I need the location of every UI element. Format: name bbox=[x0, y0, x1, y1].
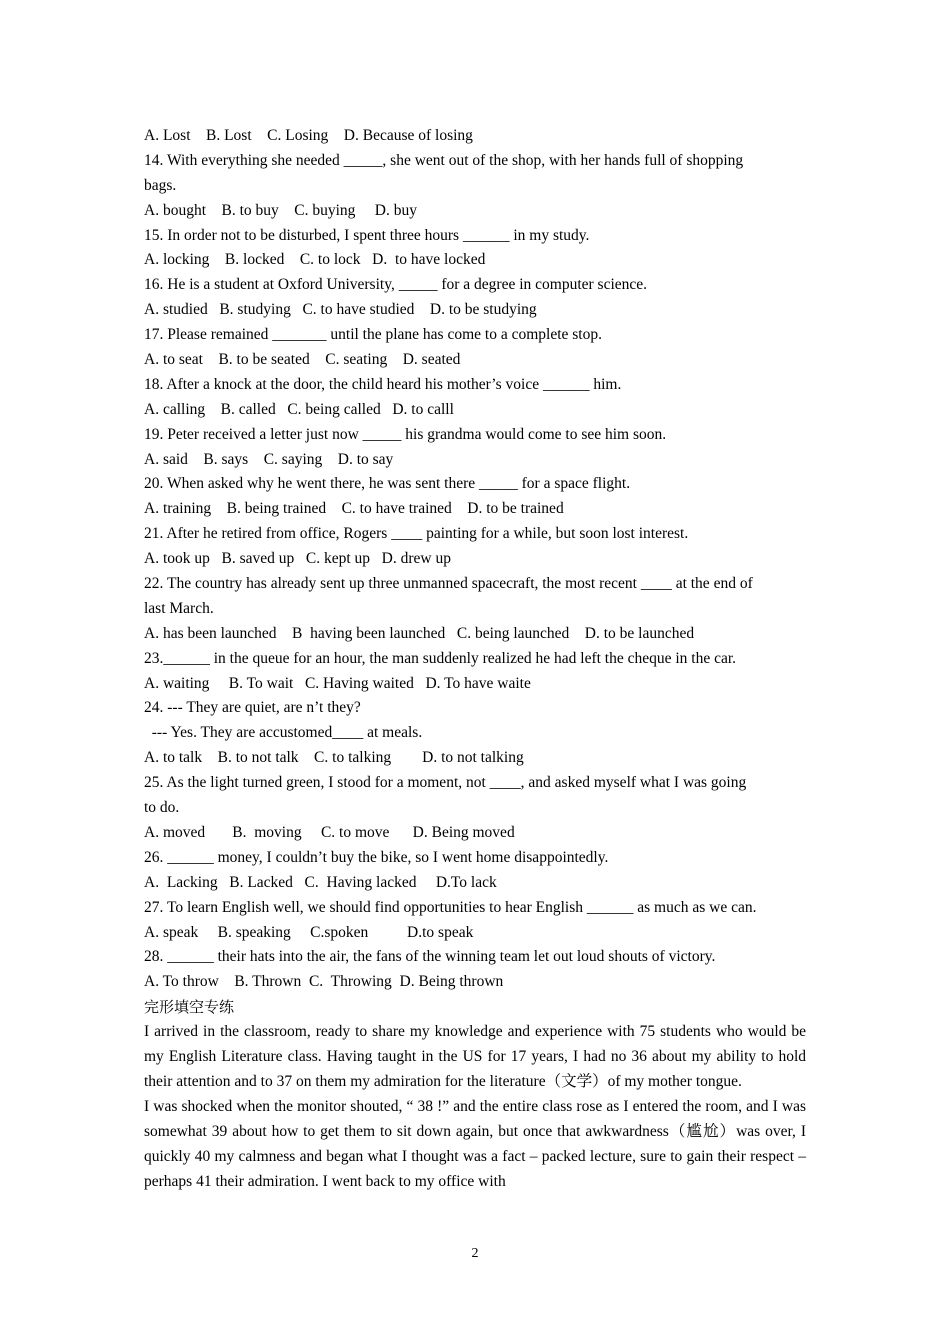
option-line: A. studied B. studying C. to have studied D. to be studying bbox=[144, 301, 537, 319]
text-line: --- Yes. They are accustomed____ at meals. bbox=[144, 724, 423, 742]
option-line: A. to seat B. to be seated C. seating D. seated bbox=[144, 351, 461, 369]
question-line: 26. ______ money, I couldn’t buy the bike, so I went home disappointedly. bbox=[144, 848, 609, 866]
option-line: A. to talk B. to not talk C. to talking D. to not talking bbox=[144, 749, 524, 767]
passage-paragraph: I arrived in the classroom, ready to share my knowledge and experience with 75 students who would be my English Literature class. Having taught in the US for 17 years, I had no 36 about my ability to hold their attention and to 37 on them my admiration for the literature（文学）of my mother tongue. bbox=[144, 1023, 806, 1090]
page-content bbox=[144, 124, 806, 1194]
question-line: 22. The country has already sent up three unmanned spacecraft, the most recent ____ at the end of bbox=[144, 575, 753, 593]
text-line: to do. bbox=[144, 799, 180, 817]
question-line: 24. --- They are quiet, are n’t they? bbox=[144, 699, 361, 717]
option-line: A. training B. being trained C. to have trained D. to be trained bbox=[144, 500, 564, 518]
question-line: 15. In order not to be disturbed, I spent three hours ______ in my study. bbox=[144, 226, 590, 244]
page-number: 2 bbox=[471, 1246, 479, 1261]
option-line: A. took up B. saved up C. kept up D. drew up bbox=[144, 550, 451, 568]
option-line: A. said B. says C. saying D. to say bbox=[144, 450, 394, 468]
option-line: A. calling B. called C. being called D. to calll bbox=[144, 400, 454, 418]
option-line: A. bought B. to buy C. buying D. buy bbox=[144, 201, 417, 219]
option-line: A. speak B. speaking C.spoken D.to speak bbox=[144, 923, 474, 941]
question-line: 16. He is a student at Oxford University, _____ for a degree in computer science. bbox=[144, 276, 648, 294]
question-line: 23.______ in the queue for an hour, the man suddenly realized he had left the cheque in the car. bbox=[144, 649, 737, 667]
option-line: A. Lacking B. Lacked C. Having lacked D.To lack bbox=[144, 873, 497, 891]
question-line: 28. ______ their hats into the air, the fans of the winning team let out loud shouts of victory. bbox=[144, 948, 716, 966]
passage-paragraph: I was shocked when the monitor shouted, “ 38 !” and the entire class rose as I entered the room, and I was somewhat 39 about how to get them to sit down again, but once that awkwardness（尴尬）was over, I quickly 40 my calmness and began what I thought was a fact – packed lecture, sure to gain their respect – perhaps 41 their admiration. I went back to my office with bbox=[144, 1097, 806, 1190]
option-line: A. moved B. moving C. to move D. Being moved bbox=[144, 823, 515, 841]
option-line: A. Lost B. Lost C. Losing D. Because of losing bbox=[144, 127, 473, 144]
question-line: 17. Please remained _______ until the plane has come to a complete stop. bbox=[144, 326, 602, 344]
question-line: 18. After a knock at the door, the child heard his mother’s voice ______ him. bbox=[144, 375, 622, 393]
question-line: 25. As the light turned green, I stood for a moment, not ____, and asked myself what I was going bbox=[144, 774, 747, 792]
option-line: A. locking B. locked C. to lock D. to have locked bbox=[144, 251, 486, 269]
question-line: 19. Peter received a letter just now _____ his grandma would come to see him soon. bbox=[144, 425, 667, 443]
question-line: 14. With everything she needed _____, she went out of the shop, with her hands full of shopping bbox=[144, 151, 744, 169]
option-line: A. To throw B. Thrown C. Throwing D. Being thrown bbox=[144, 973, 504, 991]
section-heading: 完形填空专练 bbox=[144, 998, 235, 1017]
question-line: 20. When asked why he went there, he was sent there _____ for a space flight. bbox=[144, 475, 631, 493]
text-line: bags. bbox=[144, 176, 177, 194]
option-line: A. has been launched B having been launched C. being launched D. to be launched bbox=[144, 624, 695, 642]
text-line: last March. bbox=[144, 599, 214, 617]
question-line: 21. After he retired from office, Rogers ____ painting for a while, but soon lost interest. bbox=[144, 525, 689, 543]
question-line: 27. To learn English well, we should find opportunities to hear English ______ as much as we can. bbox=[144, 898, 757, 916]
option-line: A. waiting B. To wait C. Having waited D. To have waite bbox=[144, 674, 531, 692]
